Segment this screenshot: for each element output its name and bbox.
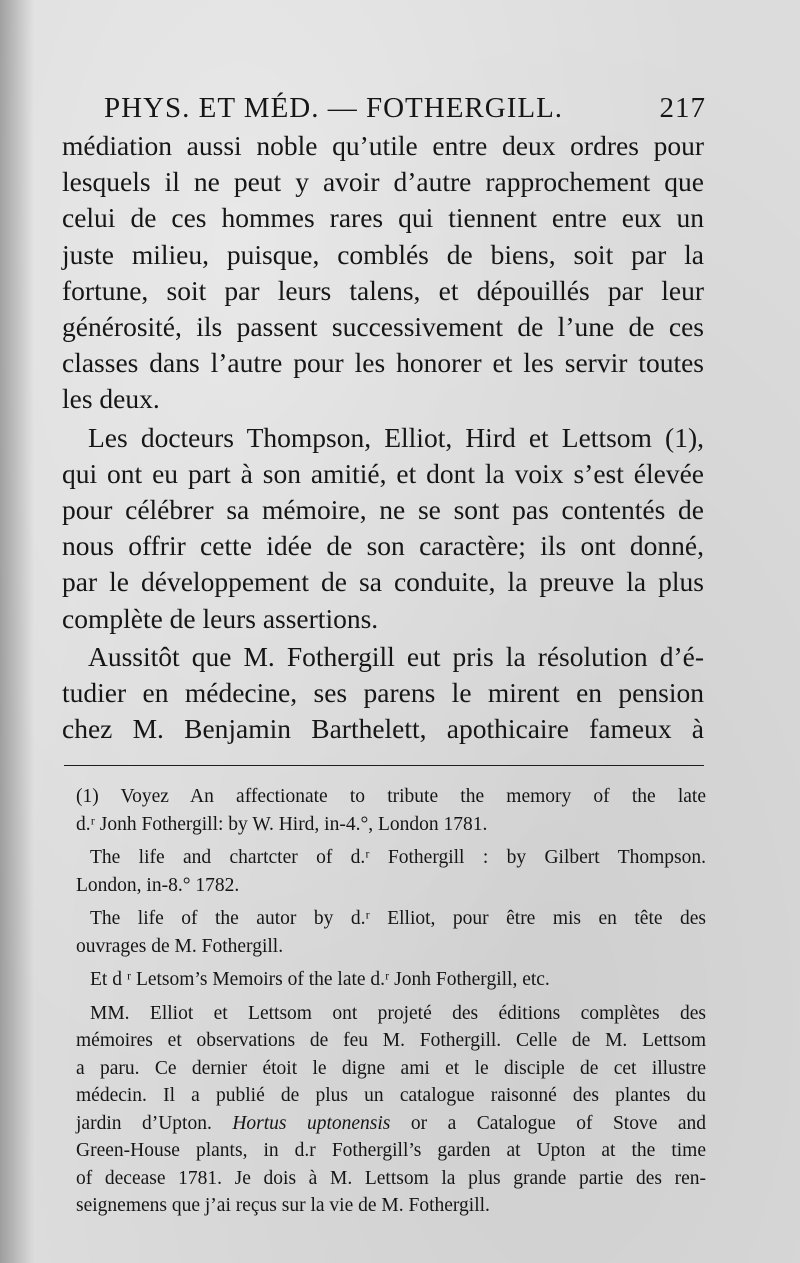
book-title: Hortus uptonensis (232, 1112, 391, 1134)
main-text (62, 128, 704, 747)
footnote-text: or a Catalogue of Stove and (410, 1112, 707, 1134)
footnote-line: ouvrages de M. Fothergill. (76, 935, 284, 957)
text-line: les deux. (62, 383, 160, 415)
footnote-line: d.ʳ Jonh Fothergill: by W. Hird, in-4.°, London 1781. (76, 813, 488, 835)
text-line: complète de leurs assertions. (62, 602, 379, 634)
footnote-line: MM. Elliot et Lettsom ont projeté des éditions complètes des (90, 1002, 706, 1024)
paragraph-continued (62, 456, 704, 637)
text-line: Aussitôt que M. Fothergill eut pris la résolution d’é- (88, 640, 704, 672)
footnote (76, 1000, 706, 1220)
paragraph-continued (62, 675, 704, 747)
footnote-line: The life and chartcter of d.ʳ Fothergill : by Gilbert Thompson. (90, 847, 706, 868)
paragraph (62, 639, 704, 675)
footnote (76, 844, 706, 899)
text-line: tudier en médecine, ses parens le mirent en pension (62, 677, 704, 709)
text-line: celui de ces hommes rares qui tiennent entre eux un (62, 202, 704, 234)
page-number: 217 (659, 92, 706, 124)
paragraph (62, 420, 704, 456)
text-line: fortune, soit par leurs talens, et dépouillés par leur (62, 274, 704, 306)
footnotes (76, 783, 706, 1220)
text-line: par le développement de sa conduite, la preuve la plus (62, 566, 704, 598)
text-line: pour célébrer sa mémoire, ne se sont pas contentés de (62, 494, 704, 526)
footnote (76, 905, 706, 960)
paragraph (62, 128, 704, 418)
text-line: nous offrir cette idée de son caractère; ils ont donné, (62, 530, 704, 562)
text-line: médiation aussi noble qu’utile entre deux ordres pour (62, 130, 704, 161)
text-line: chez M. Benjamin Barthelett, apothicaire fameux à (62, 713, 704, 745)
text-line: Les docteurs Thompson, Elliot, Hird et Lettsom (1), (88, 421, 704, 453)
footnote-separator (64, 765, 704, 766)
footnote-line: of decease 1781. Je dois à M. Lettsom la plus grande partie des ren- (76, 1167, 706, 1189)
running-header (104, 92, 704, 125)
text-line: lesquels il ne peut y avoir d’autre rapprochement que (62, 166, 704, 198)
text-line: qui ont eu part à son amitié, et dont la voix s’est élevée (62, 457, 704, 489)
footnote-line: seignemens que j’ai reçus sur la vie de M. Fothergill. (76, 1195, 490, 1216)
running-title: PHYS. ET MÉD. — FOTHERGILL. (104, 92, 564, 124)
footnote-text: jardin d’Upton. (76, 1112, 212, 1134)
text-line: juste milieu, puisque, comblés de biens, soit par la (62, 238, 704, 270)
footnote-line: mémoires et observations de feu M. Fothergill. Celle de M. Lettsom (76, 1030, 706, 1051)
footnote-line-with-title (76, 1110, 706, 1138)
footnote-line: a paru. Ce dernier étoit le digne ami et le disciple de cet illustre (76, 1057, 706, 1079)
footnote-line: (1) Voyez An affectionate to tribute the memory of the late (76, 786, 706, 807)
text-line: classes dans l’autre pour les honorer et les servir toutes (62, 347, 704, 379)
footnote-line: Et d ʳ Letsom’s Memoirs of the late d.ʳ Jonh Fothergill, etc. (90, 969, 550, 990)
footnote-line: The life of the autor by d.ʳ Elliot, pour être mis en tête des (90, 908, 706, 929)
footnote (76, 966, 706, 994)
footnote-line: Green-House plants, in d.r Fothergill’s garden at Upton at the time (76, 1140, 706, 1161)
text-line: générosité, ils passent successivement de l’une de ces (62, 311, 704, 343)
footnote (76, 783, 706, 838)
footnote-line: médecin. Il a publié de plus un catalogue raisonné des plantes du (76, 1085, 706, 1106)
footnote-line: London, in-8.° 1782. (76, 874, 240, 896)
